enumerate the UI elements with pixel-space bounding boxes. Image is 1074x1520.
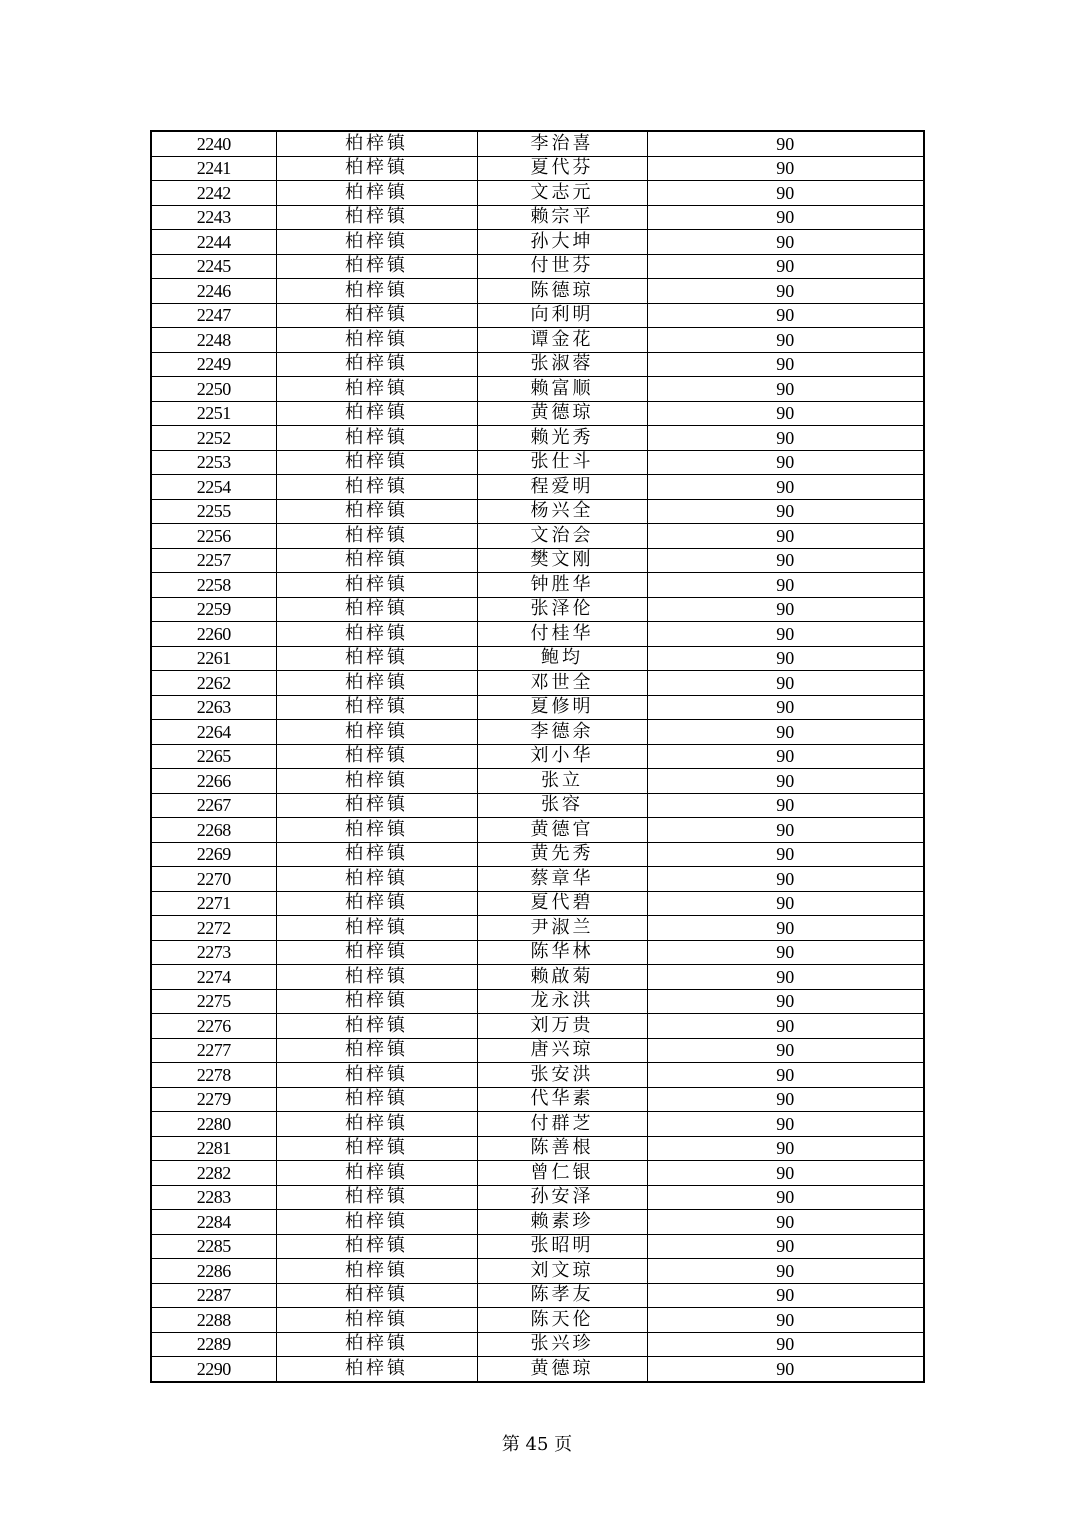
cell-town: 柏梓镇 [276, 1210, 477, 1235]
cell-serial-number: 2277 [151, 1038, 276, 1063]
cell-person-name: 张立 [477, 769, 647, 794]
cell-serial-number: 2263 [151, 695, 276, 720]
table-row [151, 646, 924, 671]
cell-amount: 90 [647, 401, 924, 426]
table-row [151, 842, 924, 867]
cell-town: 柏梓镇 [276, 1112, 477, 1137]
table-row [151, 254, 924, 279]
table-row [151, 744, 924, 769]
cell-town: 柏梓镇 [276, 450, 477, 475]
cell-amount: 90 [647, 156, 924, 181]
table-row [151, 622, 924, 647]
cell-person-name: 李治喜 [477, 131, 647, 156]
cell-serial-number: 2242 [151, 181, 276, 206]
cell-serial-number: 2241 [151, 156, 276, 181]
cell-person-name: 刘万贵 [477, 1014, 647, 1039]
table-row [151, 1063, 924, 1088]
cell-person-name: 陈华林 [477, 940, 647, 965]
cell-serial-number: 2240 [151, 131, 276, 156]
cell-person-name: 付世芬 [477, 254, 647, 279]
cell-person-name: 张仕斗 [477, 450, 647, 475]
cell-serial-number: 2247 [151, 303, 276, 328]
cell-amount: 90 [647, 1087, 924, 1112]
cell-amount: 90 [647, 1112, 924, 1137]
cell-person-name: 李德余 [477, 720, 647, 745]
cell-person-name: 张安洪 [477, 1063, 647, 1088]
table-row [151, 1283, 924, 1308]
cell-amount: 90 [647, 940, 924, 965]
cell-person-name: 尹淑兰 [477, 916, 647, 941]
cell-town: 柏梓镇 [276, 352, 477, 377]
table-row [151, 450, 924, 475]
cell-amount: 90 [647, 475, 924, 500]
cell-serial-number: 2278 [151, 1063, 276, 1088]
table-row [151, 1308, 924, 1333]
table-row [151, 156, 924, 181]
cell-town: 柏梓镇 [276, 156, 477, 181]
table-row [151, 1332, 924, 1357]
cell-town: 柏梓镇 [276, 597, 477, 622]
table-row [151, 793, 924, 818]
cell-person-name: 夏修明 [477, 695, 647, 720]
table-row [151, 1185, 924, 1210]
cell-town: 柏梓镇 [276, 671, 477, 696]
cell-person-name: 张泽伦 [477, 597, 647, 622]
cell-amount: 90 [647, 181, 924, 206]
cell-person-name: 陈天伦 [477, 1308, 647, 1333]
table-row [151, 940, 924, 965]
cell-amount: 90 [647, 352, 924, 377]
cell-amount: 90 [647, 377, 924, 402]
cell-person-name: 付桂华 [477, 622, 647, 647]
table-row [151, 205, 924, 230]
cell-serial-number: 2252 [151, 426, 276, 451]
table-row [151, 328, 924, 353]
cell-town: 柏梓镇 [276, 1357, 477, 1382]
table-row [151, 573, 924, 598]
table-row [151, 720, 924, 745]
cell-town: 柏梓镇 [276, 254, 477, 279]
cell-amount: 90 [647, 671, 924, 696]
cell-serial-number: 2253 [151, 450, 276, 475]
cell-town: 柏梓镇 [276, 867, 477, 892]
cell-person-name: 杨兴全 [477, 499, 647, 524]
cell-person-name: 向利明 [477, 303, 647, 328]
cell-serial-number: 2270 [151, 867, 276, 892]
cell-serial-number: 2281 [151, 1136, 276, 1161]
cell-amount: 90 [647, 230, 924, 255]
cell-serial-number: 2249 [151, 352, 276, 377]
table-row [151, 426, 924, 451]
table-row [151, 1014, 924, 1039]
cell-town: 柏梓镇 [276, 744, 477, 769]
cell-amount: 90 [647, 989, 924, 1014]
cell-amount: 90 [647, 744, 924, 769]
cell-serial-number: 2260 [151, 622, 276, 647]
cell-town: 柏梓镇 [276, 965, 477, 990]
cell-town: 柏梓镇 [276, 916, 477, 941]
table-row [151, 377, 924, 402]
table-row [151, 1161, 924, 1186]
cell-town: 柏梓镇 [276, 426, 477, 451]
table-row [151, 989, 924, 1014]
cell-town: 柏梓镇 [276, 279, 477, 304]
cell-amount: 90 [647, 793, 924, 818]
cell-amount: 90 [647, 1136, 924, 1161]
cell-town: 柏梓镇 [276, 1014, 477, 1039]
cell-serial-number: 2275 [151, 989, 276, 1014]
cell-town: 柏梓镇 [276, 1332, 477, 1357]
cell-town: 柏梓镇 [276, 769, 477, 794]
cell-town: 柏梓镇 [276, 1308, 477, 1333]
cell-town: 柏梓镇 [276, 695, 477, 720]
cell-person-name: 陈德琼 [477, 279, 647, 304]
cell-person-name: 孙安泽 [477, 1185, 647, 1210]
cell-serial-number: 2245 [151, 254, 276, 279]
cell-person-name: 赖富顺 [477, 377, 647, 402]
cell-amount: 90 [647, 1185, 924, 1210]
cell-person-name: 刘小华 [477, 744, 647, 769]
cell-serial-number: 2280 [151, 1112, 276, 1137]
table-row [151, 1112, 924, 1137]
cell-serial-number: 2287 [151, 1283, 276, 1308]
table-row [151, 965, 924, 990]
table-row [151, 867, 924, 892]
cell-serial-number: 2251 [151, 401, 276, 426]
cell-amount: 90 [647, 842, 924, 867]
table-row [151, 1136, 924, 1161]
cell-amount: 90 [647, 303, 924, 328]
table-row [151, 695, 924, 720]
cell-person-name: 樊文刚 [477, 548, 647, 573]
table-row [151, 279, 924, 304]
cell-amount: 90 [647, 1357, 924, 1382]
cell-person-name: 黄德琼 [477, 401, 647, 426]
cell-serial-number: 2254 [151, 475, 276, 500]
table-row [151, 524, 924, 549]
cell-amount: 90 [647, 1259, 924, 1284]
cell-amount: 90 [647, 524, 924, 549]
cell-person-name: 黄先秀 [477, 842, 647, 867]
table-row [151, 548, 924, 573]
cell-amount: 90 [647, 1014, 924, 1039]
cell-person-name: 程爱明 [477, 475, 647, 500]
cell-serial-number: 2284 [151, 1210, 276, 1235]
cell-serial-number: 2285 [151, 1234, 276, 1259]
cell-town: 柏梓镇 [276, 401, 477, 426]
table-row [151, 131, 924, 156]
cell-amount: 90 [647, 131, 924, 156]
cell-person-name: 谭金花 [477, 328, 647, 353]
cell-serial-number: 2288 [151, 1308, 276, 1333]
cell-town: 柏梓镇 [276, 131, 477, 156]
table-row [151, 303, 924, 328]
cell-town: 柏梓镇 [276, 1185, 477, 1210]
cell-serial-number: 2271 [151, 891, 276, 916]
cell-serial-number: 2276 [151, 1014, 276, 1039]
cell-amount: 90 [647, 254, 924, 279]
cell-town: 柏梓镇 [276, 303, 477, 328]
cell-amount: 90 [647, 1210, 924, 1235]
cell-town: 柏梓镇 [276, 377, 477, 402]
table-row [151, 352, 924, 377]
cell-town: 柏梓镇 [276, 622, 477, 647]
cell-person-name: 文志元 [477, 181, 647, 206]
cell-serial-number: 2259 [151, 597, 276, 622]
cell-person-name: 张昭明 [477, 1234, 647, 1259]
cell-person-name: 陈善根 [477, 1136, 647, 1161]
cell-person-name: 陈孝友 [477, 1283, 647, 1308]
table-row [151, 597, 924, 622]
records-table [150, 130, 925, 1383]
cell-town: 柏梓镇 [276, 793, 477, 818]
cell-serial-number: 2257 [151, 548, 276, 573]
table-row [151, 1357, 924, 1382]
cell-amount: 90 [647, 1161, 924, 1186]
cell-amount: 90 [647, 499, 924, 524]
cell-person-name: 张淑蓉 [477, 352, 647, 377]
cell-town: 柏梓镇 [276, 891, 477, 916]
table-row [151, 1038, 924, 1063]
table-row [151, 230, 924, 255]
cell-amount: 90 [647, 1283, 924, 1308]
cell-amount: 90 [647, 965, 924, 990]
cell-town: 柏梓镇 [276, 1136, 477, 1161]
cell-serial-number: 2282 [151, 1161, 276, 1186]
cell-serial-number: 2269 [151, 842, 276, 867]
cell-amount: 90 [647, 646, 924, 671]
cell-serial-number: 2256 [151, 524, 276, 549]
cell-amount: 90 [647, 769, 924, 794]
cell-serial-number: 2274 [151, 965, 276, 990]
cell-serial-number: 2266 [151, 769, 276, 794]
cell-amount: 90 [647, 916, 924, 941]
cell-person-name: 张容 [477, 793, 647, 818]
cell-person-name: 孙大坤 [477, 230, 647, 255]
cell-serial-number: 2262 [151, 671, 276, 696]
cell-amount: 90 [647, 720, 924, 745]
cell-serial-number: 2290 [151, 1357, 276, 1382]
cell-town: 柏梓镇 [276, 1161, 477, 1186]
cell-town: 柏梓镇 [276, 524, 477, 549]
table-row [151, 401, 924, 426]
table-row [151, 499, 924, 524]
table-row [151, 1259, 924, 1284]
table-row [151, 916, 924, 941]
cell-person-name: 唐兴琼 [477, 1038, 647, 1063]
table-row [151, 671, 924, 696]
cell-amount: 90 [647, 205, 924, 230]
cell-serial-number: 2246 [151, 279, 276, 304]
cell-serial-number: 2265 [151, 744, 276, 769]
cell-person-name: 赖宗平 [477, 205, 647, 230]
cell-serial-number: 2258 [151, 573, 276, 598]
cell-serial-number: 2273 [151, 940, 276, 965]
cell-serial-number: 2248 [151, 328, 276, 353]
page-number: 第 45 页 [501, 1434, 573, 1455]
cell-amount: 90 [647, 548, 924, 573]
cell-town: 柏梓镇 [276, 1283, 477, 1308]
cell-person-name: 蔡章华 [477, 867, 647, 892]
cell-town: 柏梓镇 [276, 989, 477, 1014]
cell-town: 柏梓镇 [276, 1038, 477, 1063]
cell-person-name: 付群芝 [477, 1112, 647, 1137]
cell-amount: 90 [647, 1234, 924, 1259]
cell-serial-number: 2250 [151, 377, 276, 402]
cell-person-name: 黄德琼 [477, 1357, 647, 1382]
cell-amount: 90 [647, 426, 924, 451]
cell-person-name: 文治会 [477, 524, 647, 549]
cell-amount: 90 [647, 867, 924, 892]
table-row [151, 769, 924, 794]
cell-amount: 90 [647, 328, 924, 353]
cell-serial-number: 2244 [151, 230, 276, 255]
cell-serial-number: 2255 [151, 499, 276, 524]
table-row [151, 891, 924, 916]
cell-serial-number: 2261 [151, 646, 276, 671]
cell-person-name: 黄德官 [477, 818, 647, 843]
cell-town: 柏梓镇 [276, 646, 477, 671]
cell-amount: 90 [647, 1308, 924, 1333]
cell-town: 柏梓镇 [276, 328, 477, 353]
cell-town: 柏梓镇 [276, 499, 477, 524]
table-row [151, 1234, 924, 1259]
cell-person-name: 夏代芬 [477, 156, 647, 181]
cell-amount: 90 [647, 1063, 924, 1088]
cell-amount: 90 [647, 818, 924, 843]
cell-amount: 90 [647, 1038, 924, 1063]
cell-town: 柏梓镇 [276, 230, 477, 255]
cell-person-name: 赖光秀 [477, 426, 647, 451]
cell-serial-number: 2243 [151, 205, 276, 230]
cell-town: 柏梓镇 [276, 475, 477, 500]
cell-town: 柏梓镇 [276, 940, 477, 965]
cell-serial-number: 2283 [151, 1185, 276, 1210]
cell-person-name: 赖素珍 [477, 1210, 647, 1235]
cell-town: 柏梓镇 [276, 548, 477, 573]
cell-amount: 90 [647, 1332, 924, 1357]
cell-person-name: 邓世全 [477, 671, 647, 696]
cell-serial-number: 2268 [151, 818, 276, 843]
cell-town: 柏梓镇 [276, 1087, 477, 1112]
cell-town: 柏梓镇 [276, 573, 477, 598]
cell-person-name: 夏代碧 [477, 891, 647, 916]
cell-amount: 90 [647, 597, 924, 622]
table-row [151, 181, 924, 206]
cell-amount: 90 [647, 450, 924, 475]
cell-serial-number: 2272 [151, 916, 276, 941]
cell-amount: 90 [647, 891, 924, 916]
table-row [151, 1210, 924, 1235]
table-row [151, 818, 924, 843]
cell-person-name: 赖啟菊 [477, 965, 647, 990]
cell-person-name: 钟胜华 [477, 573, 647, 598]
cell-town: 柏梓镇 [276, 1259, 477, 1284]
cell-amount: 90 [647, 695, 924, 720]
cell-serial-number: 2289 [151, 1332, 276, 1357]
cell-serial-number: 2264 [151, 720, 276, 745]
cell-person-name: 曾仁银 [477, 1161, 647, 1186]
cell-town: 柏梓镇 [276, 818, 477, 843]
table-row [151, 1087, 924, 1112]
cell-amount: 90 [647, 279, 924, 304]
cell-town: 柏梓镇 [276, 181, 477, 206]
cell-person-name: 鲍均 [477, 646, 647, 671]
cell-person-name: 代华素 [477, 1087, 647, 1112]
cell-serial-number: 2286 [151, 1259, 276, 1284]
cell-person-name: 龙永洪 [477, 989, 647, 1014]
cell-person-name: 张兴珍 [477, 1332, 647, 1357]
table-body [151, 131, 924, 1382]
cell-town: 柏梓镇 [276, 205, 477, 230]
cell-amount: 90 [647, 573, 924, 598]
cell-person-name: 刘文琼 [477, 1259, 647, 1284]
cell-town: 柏梓镇 [276, 1234, 477, 1259]
cell-serial-number: 2279 [151, 1087, 276, 1112]
cell-town: 柏梓镇 [276, 1063, 477, 1088]
table-row [151, 475, 924, 500]
cell-serial-number: 2267 [151, 793, 276, 818]
cell-town: 柏梓镇 [276, 842, 477, 867]
cell-town: 柏梓镇 [276, 720, 477, 745]
cell-amount: 90 [647, 622, 924, 647]
